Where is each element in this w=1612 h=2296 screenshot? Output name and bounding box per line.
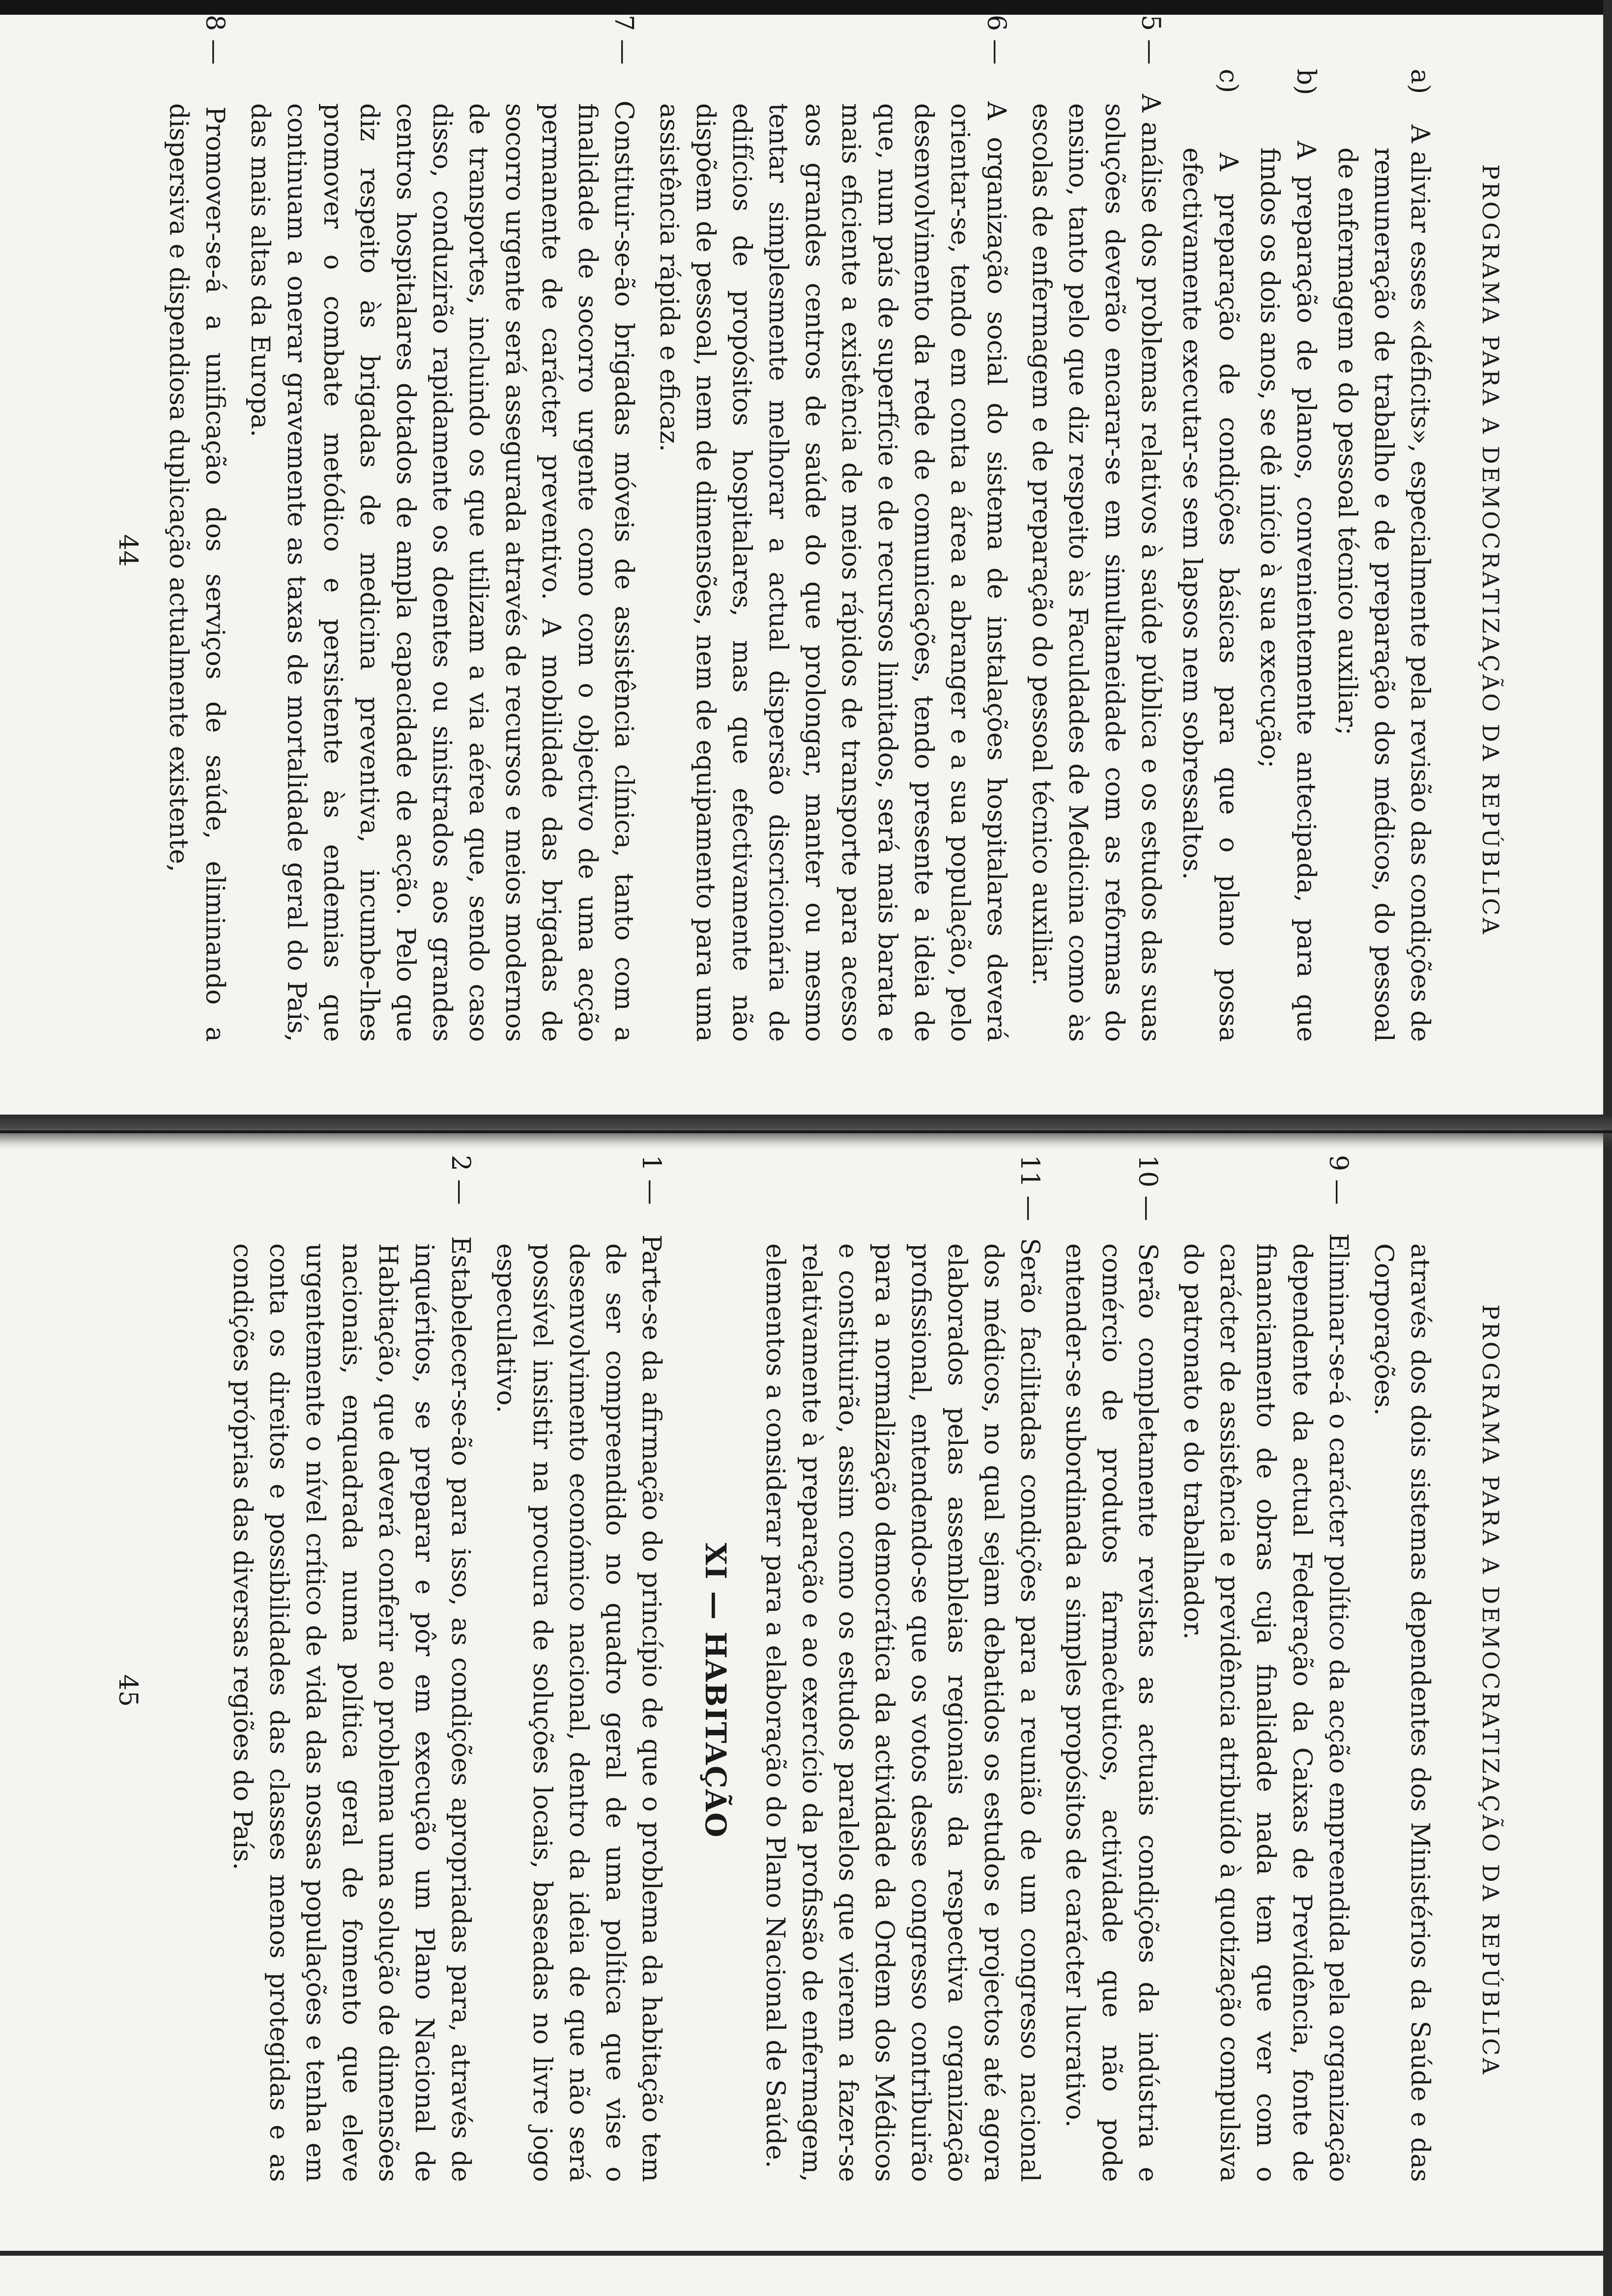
item-10 bbox=[1057, 1155, 1166, 2182]
item-label: 10 — bbox=[1133, 1155, 1162, 1221]
running-head: PROGRAMA PARA A DEMOCRATIZAÇÃO DA REPÚBLICA bbox=[1477, 164, 1504, 937]
item-label: 8 — bbox=[200, 15, 230, 65]
page-fold-line bbox=[0, 1130, 1612, 1133]
page-45 bbox=[108, 1155, 1504, 2182]
item-8 bbox=[160, 15, 233, 1042]
item-text: A análise dos problemas relativos à saúde pública e os estudos das suas soluções deverão encarar-se em simultaneidade com as reformas do ensino, tanto pelo que diz respeito às Faculdades de Medicina como às escolas de enfermagem e de preparação do pessoal técnico auxiliar. bbox=[1027, 94, 1165, 1042]
item-text: Constituir-se-ão brigadas móveis de assistência clínica, tanto com a finalidade de socorro urgente como com o objectivo de uma acção permanente de carácter preventivo. A mobilidade das brigadas de socorro urgente será assegurada através de recursos e meios modernos de transportes, incluindo os que utilizam a via aérea que, sendo caso disso, conduzirão rapidamente os doentes ou sinistrados aos grandes centros hospitalares dotados de ampla capacidade de acção. Pelo que diz respeito às brigadas de medicina preventiva, incumbe-lhes promover o combate metódico e persistente às endemias que continuam a onerar gravemente as taxas de mortalidade geral do País, das mais altas da Europa. bbox=[245, 100, 638, 1042]
section-item-1 bbox=[488, 1155, 669, 2182]
item-label: 7 — bbox=[609, 15, 638, 65]
item-text: Parte-se da afirmação do princípio de que o problema da habitação tem de ser compreendido no quadro geral de uma política que vise o desenvolvimento económico nacional, dentro da ideia de que não será possível insistir na procura de soluções locais, baseadas no livre jogo especulativo. bbox=[491, 1234, 666, 2182]
scan-top-edge bbox=[0, 0, 1612, 15]
page-number: 44 bbox=[113, 534, 143, 567]
subitem-c: c) A preparação de condições básicas para que o plano possa efectivamente executar-se sem lapsos nem sobressaltos. bbox=[1177, 69, 1243, 1042]
running-head: PROGRAMA PARA A DEMOCRATIZAÇÃO DA REPÚBLICA bbox=[1477, 1304, 1504, 2077]
item-label: 1 — bbox=[636, 1155, 666, 1205]
item-label: 11 — bbox=[1015, 1155, 1044, 1221]
section-item-2 bbox=[224, 1155, 479, 2182]
continuation-text: através dos dois sistemas dependentes dos Ministérios da Saúde e das Corporações. bbox=[1369, 1243, 1435, 2182]
subitem-a: a) A aliviar esses «déficits», especialmente pela revisão das condições de remuneração de trabalho e de preparação dos médicos, do pessoal de enfermagem e do pessoal técnico auxiliar; bbox=[1332, 69, 1435, 1042]
item-5 bbox=[1023, 15, 1169, 1042]
item-text: A organização social do sistema de instalações hospitalares deverá orientar-se, tendo em conta a área a abranger e a sua população, pelo desenvolvimento da rede de comunicações, tendo presente a ideia de que, num país de superfície e de recursos limitados, será mais barata e mais eficiente a existência de meios rápidos de transporte para acesso aos grandes centros de saúde do que prolongar, manter ou mesmo tentar simplesmente melhorar a actual dispersão discricionária de edifícios de propósitos hospitalares, mas que efectivamente não dispõem de pessoal, nem de dimensões, nem de equipamento para uma assistência rápida e eficaz. bbox=[654, 101, 1011, 1042]
item-label: 2 — bbox=[446, 1155, 475, 1205]
subitem-text: A preparação de condições básicas para que o plano possa efectivamente executar-se sem lapsos nem sobressaltos. bbox=[1177, 147, 1243, 1042]
section-title: XI — HABITAÇÃO bbox=[699, 1543, 732, 1838]
item-9 bbox=[1175, 1155, 1356, 2182]
item-7 bbox=[242, 15, 642, 1042]
item-text: Promover-se-á a unificação dos serviços de saúde, eliminando a dispersiva e dispendiosa duplicação actualmente existente, bbox=[164, 103, 230, 1042]
item-6 bbox=[651, 15, 1014, 1042]
subitem-text: A preparação de planos, convenientemente antecipada, para que findos os dois anos, se dê início à sua execução; bbox=[1255, 141, 1321, 1042]
scan-bottom-line bbox=[0, 2251, 1612, 2256]
item-text: Serão completamente revistas as actuais condições da indústria e comércio de produtos farmacêuticos, actividade que não pode entender-se subordinada a simples propósitos de carácter lucrativo. bbox=[1060, 1243, 1162, 2182]
item-11 bbox=[757, 1155, 1048, 2182]
subitem-b: b) A preparação de planos, convenientemente antecipada, para que findos os dois anos, se dê início à sua execução; bbox=[1255, 69, 1321, 1042]
item-text: Estabelecer-se-ão para isso, as condições apropriadas para, através de inquéritos, se preparar e pôr em execução um Plano Nacional de Habitação, que deverá conferir ao problema uma solução de dimensões nacionais, enquadrada numa política geral de fomento que eleve urgentemente o nível crítico de vida das nossas populações e tenha em conta os direitos e possibilidades das classes menos protegidas e as condições próprias das diversas regiões do País. bbox=[228, 1236, 475, 2182]
page-44 bbox=[108, 15, 1504, 1042]
item-label: 9 — bbox=[1324, 1155, 1353, 1205]
item-text: Eliminar-se-á o carácter político da acção empreendida pela organização dependente da actual Federação da Caixas de Previdência, fonte de financiamento de obras cuja finalidade nada tem que ver com o carácter de assistência e previdência atribuído à quotização compulsiva do patronato e do trabalhador. bbox=[1178, 1233, 1353, 2182]
page-number: 45 bbox=[113, 1674, 143, 1707]
item-label: 5 — bbox=[1136, 15, 1165, 65]
subitem-text: A aliviar esses «déficits», especialmente pela revisão das condições de remuneração de trabalho e de preparação dos médicos, do pessoal de enfermagem e do pessoal técnico auxiliar; bbox=[1332, 124, 1435, 1042]
item-label: 6 — bbox=[981, 15, 1011, 65]
item-text: Serão facilitadas condições para a reunião de um congresso nacional dos médicos, no qual sejam debatidos os estudos e projectos até agora elaborados pelas assembleias regionais da respectiva organização profissional, entendendo-se que os votos desse congresso contribuirão para a normalização democrática da actividade da Ordem dos Médicos e constituirão, assim como os estudos paralelos que vierem a fazer-se relativamente à preparação e ao exercício da profissão de enfermagem, elementos a considerar para a elaboração do Plano Nacional de Saúde. bbox=[760, 1238, 1044, 2182]
